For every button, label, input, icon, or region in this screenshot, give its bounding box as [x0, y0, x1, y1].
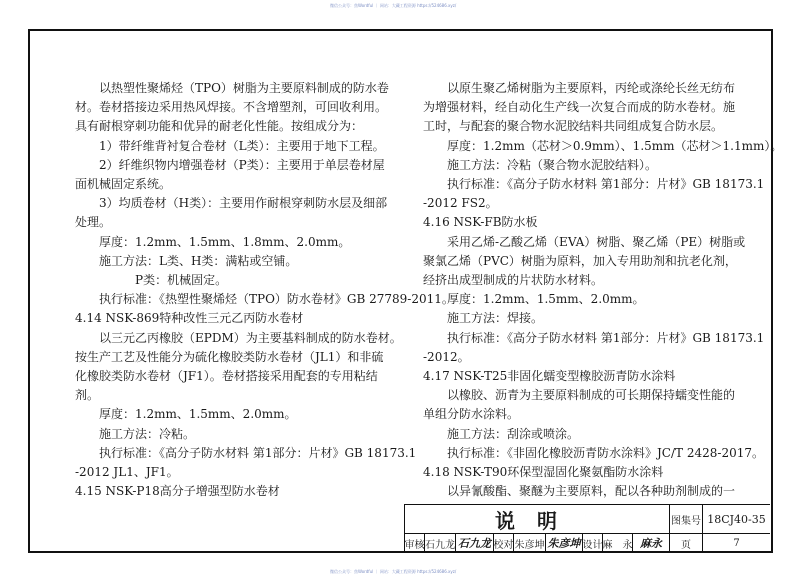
left-column-line: 厚度：1.2mm、1.5mm、1.8mm、2.0mm。 — [99, 234, 351, 249]
title-block — [404, 504, 770, 552]
check-label: 校对 — [494, 534, 514, 552]
right-column-line: 4.16 NSK-FB防水板 — [423, 215, 538, 230]
watermark-top: 微信公众号：焦Wordful ｜ 网站：大藏工程资源 https://524686.xyz/ — [330, 3, 457, 8]
right-column-line: 执行标准：《非固化橡胶沥青防水涂料》JC/T 2428-2017。 — [447, 445, 764, 460]
right-column-line: 厚度：1.2mm、1.5mm、2.0mm。 — [447, 292, 645, 307]
right-column-line: 以橡胶、沥青为主要原料制成的可长期保持蠕变性能的 — [447, 388, 736, 403]
designer-name: 麻 永 — [603, 534, 633, 552]
right-column-line: -2012 FS2。 — [423, 196, 498, 211]
reviewer-signature: 石九龙 — [456, 534, 494, 552]
left-column-line: 处理。 — [75, 215, 112, 230]
right-column-line: 4.17 NSK-T25非固化蠕变型橡胶沥青防水涂料 — [423, 369, 676, 383]
right-column-line: 工时，与配套的聚合物水泥胶结料共同组成复合防水层。 — [423, 119, 724, 134]
checker-name: 朱彦坤 — [514, 534, 546, 552]
left-column-line: 具有耐根穿刺功能和优异的耐老化性能。按组成分为： — [75, 119, 364, 134]
left-column-line: 4.14 NSK-869特种改性三元乙丙防水卷材 — [75, 311, 304, 326]
watermark-bottom: 微信公众号：焦Wordful ｜ 网站：大藏工程资源 https://524686.xyz/ — [330, 569, 457, 574]
left-column-line: 厚度：1.2mm、1.5mm、2.0mm。 — [99, 407, 297, 422]
right-column-line: 4.18 NSK-T90环保型湿固化聚氨酯防水涂料 — [423, 465, 664, 479]
right-column-line: 单组分防水涂料。 — [423, 407, 520, 422]
right-column-line: 施工方法：焊接。 — [447, 311, 544, 326]
atlas-number: 18CJ40-35 — [703, 505, 770, 534]
left-column-line: P类：机械固定。 — [135, 273, 228, 287]
left-column-line: 按生产工艺及性能分为硫化橡胶类防水卷材（JL1）和非硫 — [75, 349, 384, 364]
right-column-line: 为增强材料，经自动化生产线一次复合而成的防水卷材。施 — [423, 100, 736, 115]
left-column-line: 面机械固定系统。 — [75, 177, 172, 191]
right-column-line: 执行标准：《高分子防水材料 第1部分：片材》GB 18173.1 — [447, 177, 765, 191]
right-column-line: 以原生聚乙烯树脂为主要原料，丙纶或涤纶长丝无纺布 — [447, 81, 736, 95]
design-label: 设计 — [583, 534, 603, 552]
left-column-line: 以热塑性聚烯烃（TPO）树脂为主要原料制成的防水卷 — [99, 81, 389, 95]
left-column-line: 1）带纤维背衬复合卷材（L类）：主要用于地下工程。 — [99, 138, 385, 153]
right-column-line: 以异氰酸酯、聚醚为主要原料，配以各种助剂制成的一 — [447, 484, 736, 499]
right-column-line: 执行标准：《高分子防水材料 第1部分：片材》GB 18173.1 — [447, 330, 765, 345]
left-column-line: 4.15 NSK-P18高分子增强型防水卷材 — [75, 484, 280, 499]
left-column-line: 2）纤维织物内增强卷材（P类）：主要用于单层卷材屋 — [99, 157, 385, 172]
left-column-line: 执行标准：《热塑性聚烯烃（TPO）防水卷材》GB 27789-2011。 — [99, 292, 454, 307]
page-number: 7 — [733, 537, 740, 549]
left-column-line: 施工方法：L类、H类：满粘或空铺。 — [99, 253, 298, 268]
left-column-line: 3）均质卷材（H类）：主要用作耐根穿刺防水层及细部 — [99, 196, 388, 211]
reviewer-name: 石九龙 — [425, 534, 456, 552]
left-column-line: 以三元乙丙橡胶（EPDM）为主要基料制成的防水卷材。 — [99, 330, 402, 345]
designer-signature: 麻永 — [633, 534, 670, 552]
review-label: 审核 — [405, 534, 425, 552]
right-column-line: 厚度：1.2mm（芯材＞0.9mm）、1.5mm（芯材＞1.1mm）。 — [447, 138, 783, 153]
checker-signature: 朱彦坤 — [546, 534, 583, 552]
sheet-title: 说明 — [405, 505, 670, 534]
left-column-line: 剂。 — [75, 388, 100, 403]
right-column-line: 采用乙烯-乙酸乙烯（EVA）树脂、聚乙烯（PE）树脂或 — [447, 234, 746, 249]
right-column-line: 施工方法：刮涂或喷涂。 — [447, 426, 580, 441]
left-column-line: 化橡胶类防水卷材（JF1）。卷材搭接采用配套的专用粘结 — [75, 369, 378, 383]
right-column-line: 聚氯乙烯（PVC）树脂为原料，加入专用助剂和抗老化剂， — [423, 253, 737, 268]
left-column-line: 施工方法：冷粘。 — [99, 426, 196, 441]
left-column-line: 执行标准：《高分子防水材料 第1部分：片材》GB 18173.1 — [99, 445, 417, 460]
right-column-line: 经挤出成型制成的片状防水材料。 — [423, 273, 604, 287]
left-column-line: -2012 JL1、JF1。 — [75, 465, 179, 479]
left-column-line: 材。卷材搭接边采用热风焊接。不含增塑剂，可回收利用。 — [75, 100, 388, 115]
right-column-line: -2012。 — [423, 349, 470, 364]
atlas-number-label: 图集号 — [670, 505, 703, 534]
right-column-line: 施工方法：冷粘（聚合物水泥胶结料）。 — [447, 157, 658, 172]
page-label: 页 — [670, 534, 703, 552]
